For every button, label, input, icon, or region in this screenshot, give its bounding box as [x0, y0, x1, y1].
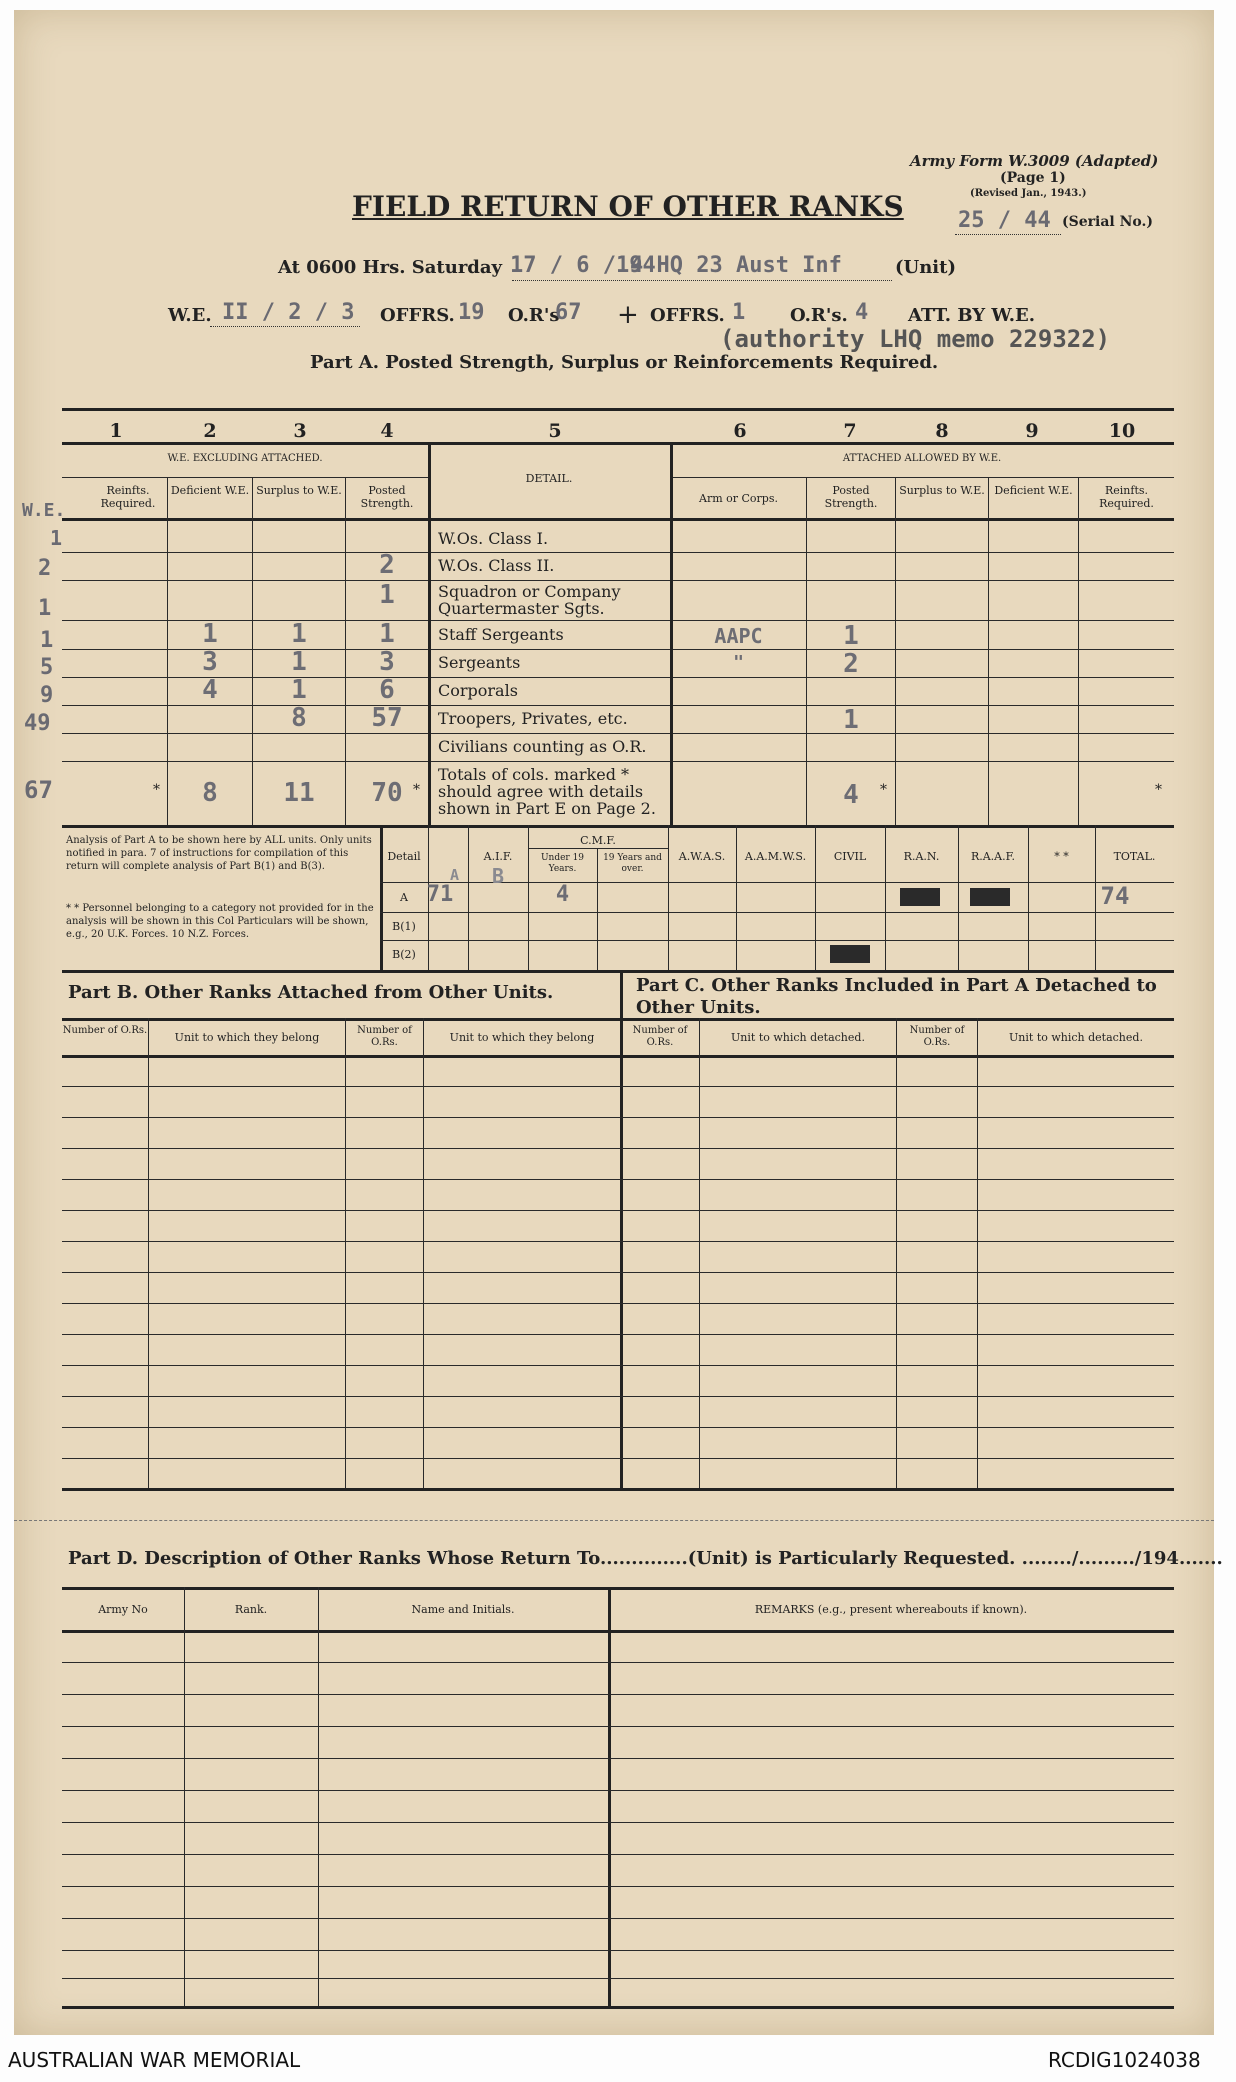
ors2-value: 4 [855, 300, 869, 325]
serial-label: (Serial No.) [1062, 214, 1153, 230]
row-detail-sergeants: Sergeants [438, 653, 521, 672]
footer-id: RCDIG1024038 [1048, 2048, 1201, 2072]
row-detail-civilians: Civilians counting as O.R. [438, 737, 647, 756]
redaction-ran [900, 888, 940, 906]
offrs-label: OFFRS. [380, 305, 455, 326]
analysis-header-ran: R.A.N. [903, 850, 940, 863]
row-detail-corporals: Corporals [438, 681, 518, 700]
army-form-id: Army Form W.3009 (Adapted) [910, 152, 1159, 170]
aif-handwritten-mark-a: A [450, 866, 460, 884]
row-detail-privates: Troopers, Privates, etc. [438, 709, 628, 728]
offrs-value: 19 [458, 300, 485, 325]
analysis-a-total: 74 [1100, 882, 1130, 910]
col-header-deficient: Deficient W.E. [170, 484, 250, 497]
col-header-surplus-att: Surplus to W.E. [899, 484, 985, 497]
margin-we-label: W.E. [22, 500, 66, 521]
analysis-header-aif: A.I.F. [483, 850, 513, 863]
col-number-5: 5 [548, 420, 562, 442]
ors-label: O.R's [508, 305, 560, 326]
margin-sergeants: 5 [40, 655, 54, 680]
margin-totals: 67 [24, 776, 53, 804]
redaction-raaf [970, 888, 1010, 906]
group-header-left: W.E. EXCLUDING ATTACHED. [167, 453, 323, 464]
analysis-header-aamws: A.A.M.W.S. [744, 850, 807, 863]
col-number-6: 6 [733, 420, 747, 442]
part-c-header-unit2: Unit to which detached. [1009, 1031, 1143, 1044]
part-b-title: Part B. Other Ranks Attached from Other Units. [68, 982, 554, 1003]
col-number-4: 4 [380, 420, 394, 442]
star-col4: * [413, 782, 420, 798]
col-header-arm: Arm or Corps. [699, 492, 778, 505]
row-detail-wo2: W.Os. Class II. [438, 556, 555, 575]
page-label: (Page 1) [1000, 170, 1066, 186]
analysis-row-b1: B(1) [392, 920, 416, 933]
cell-privates-posted-att: 1 [843, 705, 859, 735]
serial-value: 25 / 44 [958, 208, 1051, 233]
col-header-surplus: Surplus to W.E. [256, 484, 342, 497]
row-detail-staff-sgts: Staff Sergeants [438, 625, 564, 644]
redaction-civil [830, 945, 870, 963]
cell-sergeants-deficient: 3 [202, 647, 218, 677]
margin-staff-sgts: 1 [40, 628, 54, 653]
part-b-header-num1: Number of O.Rs. [62, 1025, 148, 1036]
part-c-header-num2: Number of O.Rs. [909, 1025, 965, 1048]
part-a-title: Part A. Posted Strength, Surplus or Reinforcements Required. [310, 352, 939, 373]
analysis-header-stars: * * [1054, 850, 1069, 863]
ors-value: 67 [555, 300, 582, 325]
cell-totals-posted-att: 4 [843, 780, 859, 810]
col-header-posted: Posted Strength. [360, 484, 414, 510]
analysis-header-awas: A.W.A.S. [678, 850, 726, 863]
analysis-row-a: A [400, 891, 408, 904]
detail-header: DETAIL. [525, 472, 573, 485]
cell-corporals-posted: 6 [379, 675, 395, 705]
cell-staff-sgts-arm: AAPC [714, 624, 763, 648]
analysis-header-civil: CIVIL [833, 850, 867, 863]
ors2-label: O.R's. [790, 305, 848, 326]
analysis-header-over19: 19 Years and over. [603, 853, 662, 874]
part-c-header-unit1: Unit to which detached. [731, 1031, 865, 1044]
cell-wo2-posted: 2 [379, 550, 395, 580]
unit-value: 4 HQ 23 Aust Inf [630, 253, 842, 278]
part-b-header-num2: Number of O.Rs. [357, 1025, 412, 1048]
col-number-2: 2 [203, 420, 217, 442]
cell-sergeants-surplus: 1 [291, 647, 307, 677]
col-header-reinfts: Reinfts. Required. [100, 484, 156, 510]
group-header-right: ATTACHED ALLOWED BY W.E. [842, 453, 1002, 464]
part-d-header-name: Name and Initials. [411, 1603, 515, 1616]
col-number-9: 9 [1025, 420, 1039, 442]
margin-privates: 49 [24, 711, 51, 736]
margin-cqms: 1 [38, 596, 52, 621]
part-d-header-remarks: REMARKS (e.g., present whereabouts if known). [754, 1603, 1028, 1616]
cell-privates-posted: 57 [371, 703, 403, 733]
cell-corporals-deficient: 4 [202, 675, 218, 705]
col-header-posted-att: Posted Strength. [824, 484, 878, 510]
col-header-reinfts-att: Reinfts. Required. [1099, 484, 1154, 510]
cell-totals-posted: 70 [371, 778, 403, 808]
col-number-1: 1 [109, 420, 123, 442]
col-number-3: 3 [293, 420, 307, 442]
col-header-deficient-att: Deficient W.E. [994, 484, 1073, 497]
margin-corporals: 9 [40, 683, 54, 708]
we-value: II / 2 / 3 [222, 300, 355, 325]
margin-wo2: 2 [38, 556, 52, 581]
offrs2-value: 1 [732, 300, 746, 325]
row-detail-cqms: Squadron or Company Quartermaster Sgts. [438, 582, 621, 618]
date-value: 17 / 6 /194 [510, 253, 656, 278]
cell-totals-deficient: 8 [202, 778, 218, 808]
part-c-header-num1: Number of O.Rs. [632, 1025, 688, 1048]
star-col10: * [1155, 782, 1162, 798]
cell-staff-sgts-posted-att: 1 [843, 621, 859, 651]
row-detail-wo1: W.Os. Class I. [438, 529, 549, 548]
part-b-header-unit1: Unit to which they belong [174, 1031, 320, 1044]
col-number-7: 7 [843, 420, 857, 442]
col-number-8: 8 [935, 420, 949, 442]
analysis-note-2: * * Personnel belonging to a category not provided for in the analysis will be shown in this Col Particulars will be shown, e.g., 20 U.K. Forces. 10 N.Z. Forces. [66, 903, 374, 940]
cell-staff-sgts-deficient: 1 [202, 619, 218, 649]
analysis-row-b2: B(2) [392, 948, 416, 961]
cell-privates-surplus: 8 [291, 703, 307, 733]
cell-sergeants-arm: " [733, 652, 744, 673]
star-col7: * [880, 782, 887, 798]
part-d-header-rank: Rank. [234, 1603, 268, 1616]
margin-wo1: 1 [50, 526, 63, 550]
analysis-header-detail: Detail [387, 850, 421, 863]
star-col1: * [153, 782, 160, 798]
aif-handwritten-mark-b: B [492, 864, 505, 888]
cell-corporals-surplus: 1 [291, 675, 307, 705]
analysis-header-cmf: C.M.F. [580, 834, 616, 847]
at-text: At 0600 Hrs. Saturday [278, 257, 503, 278]
analysis-header-total: TOTAL. [1113, 850, 1156, 863]
col-number-10: 10 [1108, 420, 1136, 442]
cell-staff-sgts-posted: 1 [379, 619, 395, 649]
authority-note: (authority LHQ memo 229322) [720, 325, 1111, 353]
cell-cqms-posted: 1 [379, 580, 395, 610]
we-label: W.E. [168, 305, 212, 326]
analysis-a-aif: 71 [426, 882, 454, 907]
analysis-header-raaf: R.A.A.F. [970, 850, 1016, 863]
cell-sergeants-posted-att: 2 [843, 649, 859, 679]
unit-label: (Unit) [895, 257, 956, 278]
part-b-header-unit2: Unit to which they belong [449, 1031, 595, 1044]
page-title: FIELD RETURN OF OTHER RANKS [352, 190, 904, 223]
analysis-a-under19: 4 [555, 882, 570, 907]
part-d-header-army-no: Army No [98, 1603, 148, 1616]
cell-staff-sgts-surplus: 1 [291, 619, 307, 649]
att-label: ATT. BY W.E. [908, 305, 1036, 326]
cell-sergeants-posted: 3 [379, 647, 395, 677]
revised-label: (Revised Jan., 1943.) [970, 188, 1087, 199]
plus-sign: + [617, 300, 639, 330]
part-d-title: Part D. Description of Other Ranks Whose Return To..............(Unit) is Particularly Requested. ......../........./194....... [68, 1548, 1223, 1569]
cell-totals-surplus: 11 [283, 778, 315, 808]
part-c-title: Part C. Other Ranks Included in Part A Detached to Other Units. [636, 975, 1157, 1018]
row-detail-totals: Totals of cols. marked * should agree with details shown in Part E on Page 2. [438, 765, 656, 818]
offrs2-label: OFFRS. [650, 305, 725, 326]
analysis-note-1: Analysis of Part A to be shown here by ALL units. Only units notified in para. 7 of instructions for compilation of this return will complete analysis of Part B(1) and B(3). [66, 835, 372, 872]
analysis-header-under19: Under 19 Years. [540, 853, 585, 874]
footer-source: AUSTRALIAN WAR MEMORIAL [8, 2048, 301, 2072]
